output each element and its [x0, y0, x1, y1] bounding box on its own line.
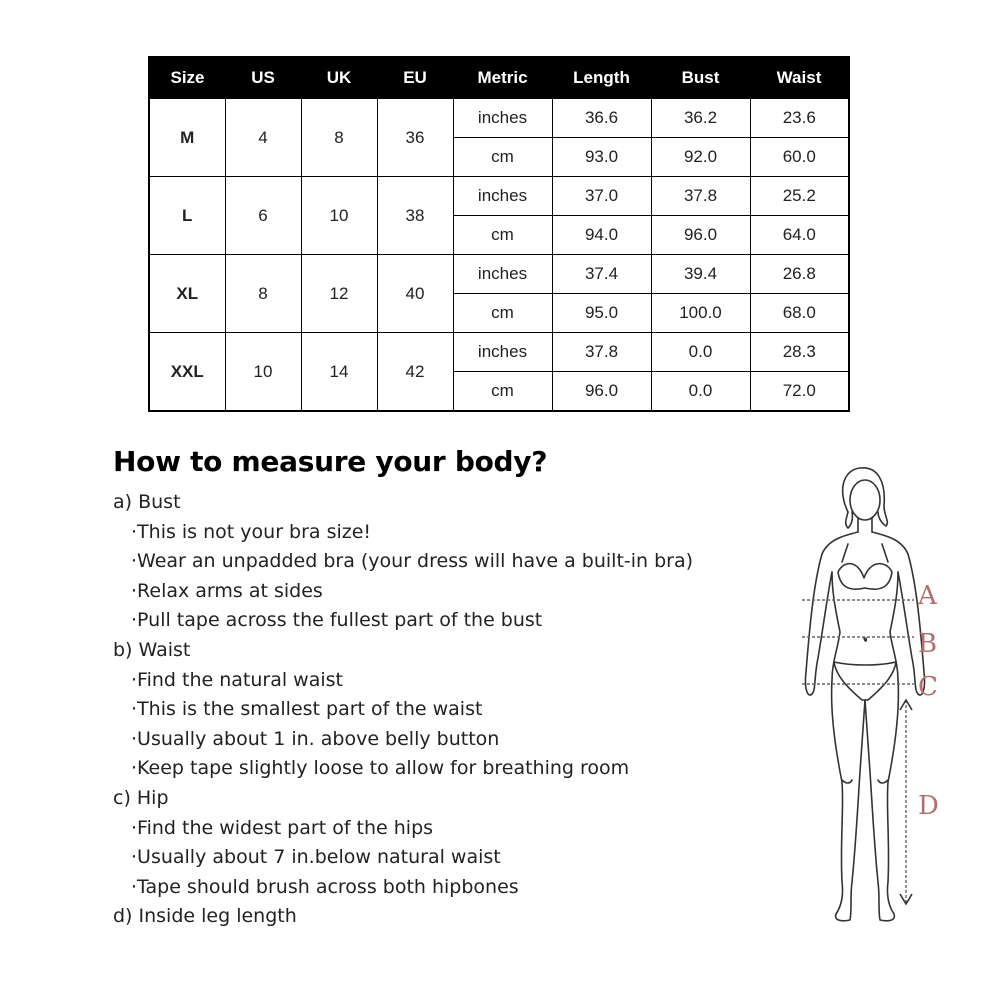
- header-us: US: [225, 57, 301, 99]
- size-cell: XXL: [149, 333, 225, 412]
- length-cell: 37.8: [552, 333, 651, 372]
- tip-item: ·Relax arms at sides: [131, 579, 323, 602]
- eu-cell: 40: [377, 255, 453, 333]
- measurement-guide: [113, 445, 793, 932]
- eu-cell: 38: [377, 177, 453, 255]
- metric-cell: cm: [453, 372, 552, 412]
- section-title: a) Bust: [113, 491, 181, 513]
- uk-cell: 10: [301, 177, 377, 255]
- bust-cell: 0.0: [651, 333, 750, 372]
- tip-item: ·Find the widest part of the hips: [131, 816, 434, 839]
- header-uk: UK: [301, 57, 377, 99]
- length-cell: 96.0: [552, 372, 651, 412]
- bust-cell: 92.0: [651, 138, 750, 177]
- tip-item: ·Usually about 1 in. above belly button: [131, 727, 500, 750]
- length-cell: 37.4: [552, 255, 651, 294]
- metric-cell: cm: [453, 216, 552, 255]
- us-cell: 10: [225, 333, 301, 412]
- us-cell: 6: [225, 177, 301, 255]
- waist-cell: 72.0: [750, 372, 849, 412]
- bust-cell: 36.2: [651, 99, 750, 138]
- size-cell: L: [149, 177, 225, 255]
- section-title: d) Inside leg length: [113, 905, 297, 928]
- header-metric: Metric: [453, 57, 552, 99]
- section-bust: [113, 488, 793, 636]
- length-cell: 93.0: [552, 138, 651, 177]
- header-waist: Waist: [750, 57, 849, 99]
- metric-cell: cm: [453, 138, 552, 177]
- metric-cell: inches: [453, 255, 552, 294]
- waist-cell: 26.8: [750, 255, 849, 294]
- section-waist: [113, 636, 793, 784]
- metric-cell: inches: [453, 177, 552, 216]
- marker-b: B: [918, 629, 938, 659]
- measurement-lines: [802, 600, 914, 904]
- us-cell: 8: [225, 255, 301, 333]
- section-title: b) Waist: [113, 638, 191, 661]
- header-length: Length: [552, 57, 651, 99]
- waist-cell: 68.0: [750, 294, 849, 333]
- bust-cell: 96.0: [651, 216, 750, 255]
- tip-item: ·This is the smallest part of the waist: [131, 698, 483, 721]
- waist-cell: 28.3: [750, 333, 849, 372]
- tip-item: ·Tape should brush across both hipbones: [131, 875, 519, 898]
- uk-cell: 14: [301, 333, 377, 412]
- marker-c: C: [918, 672, 938, 702]
- waist-cell: 64.0: [750, 216, 849, 255]
- size-chart-table: [148, 56, 850, 412]
- eu-cell: 42: [377, 333, 453, 412]
- length-cell: 36.6: [552, 99, 651, 138]
- eu-cell: 36: [377, 99, 453, 177]
- waist-cell: 23.6: [750, 99, 849, 138]
- bust-cell: 100.0: [651, 294, 750, 333]
- table-row: [149, 99, 849, 138]
- uk-cell: 12: [301, 255, 377, 333]
- table-row: [149, 333, 849, 372]
- metric-cell: inches: [453, 333, 552, 372]
- table-row: [149, 255, 849, 294]
- metric-cell: cm: [453, 294, 552, 333]
- metric-cell: inches: [453, 99, 552, 138]
- waist-cell: 60.0: [750, 138, 849, 177]
- section-hip: [113, 784, 793, 902]
- tip-item: ·Wear an unpadded bra (your dress will have a built-in bra): [131, 550, 694, 573]
- header-size: Size: [149, 57, 225, 99]
- uk-cell: 8: [301, 99, 377, 177]
- us-cell: 4: [225, 99, 301, 177]
- length-cell: 37.0: [552, 177, 651, 216]
- section-inside-leg: [113, 902, 793, 932]
- size-cell: XL: [149, 255, 225, 333]
- header-bust: Bust: [651, 57, 750, 99]
- size-cell: M: [149, 99, 225, 177]
- tip-item: ·Find the natural waist: [131, 668, 343, 691]
- length-cell: 95.0: [552, 294, 651, 333]
- header-eu: EU: [377, 57, 453, 99]
- body-measurement-figure: [790, 462, 950, 952]
- waist-cell: 25.2: [750, 177, 849, 216]
- table-header-row: [149, 57, 849, 99]
- marker-d: D: [918, 791, 939, 821]
- tip-item: ·This is not your bra size!: [131, 520, 372, 543]
- length-cell: 94.0: [552, 216, 651, 255]
- guide-title: How to measure your body?: [113, 445, 548, 478]
- bust-cell: 39.4: [651, 255, 750, 294]
- marker-a: A: [918, 581, 937, 611]
- bust-cell: 0.0: [651, 372, 750, 412]
- tip-item: ·Keep tape slightly loose to allow for breathing room: [131, 757, 630, 780]
- section-title: c) Hip: [113, 786, 169, 809]
- table-row: [149, 177, 849, 216]
- tip-item: ·Pull tape across the fullest part of the bust: [131, 609, 543, 632]
- tip-item: ·Usually about 7 in.below natural waist: [131, 846, 501, 869]
- bust-cell: 37.8: [651, 177, 750, 216]
